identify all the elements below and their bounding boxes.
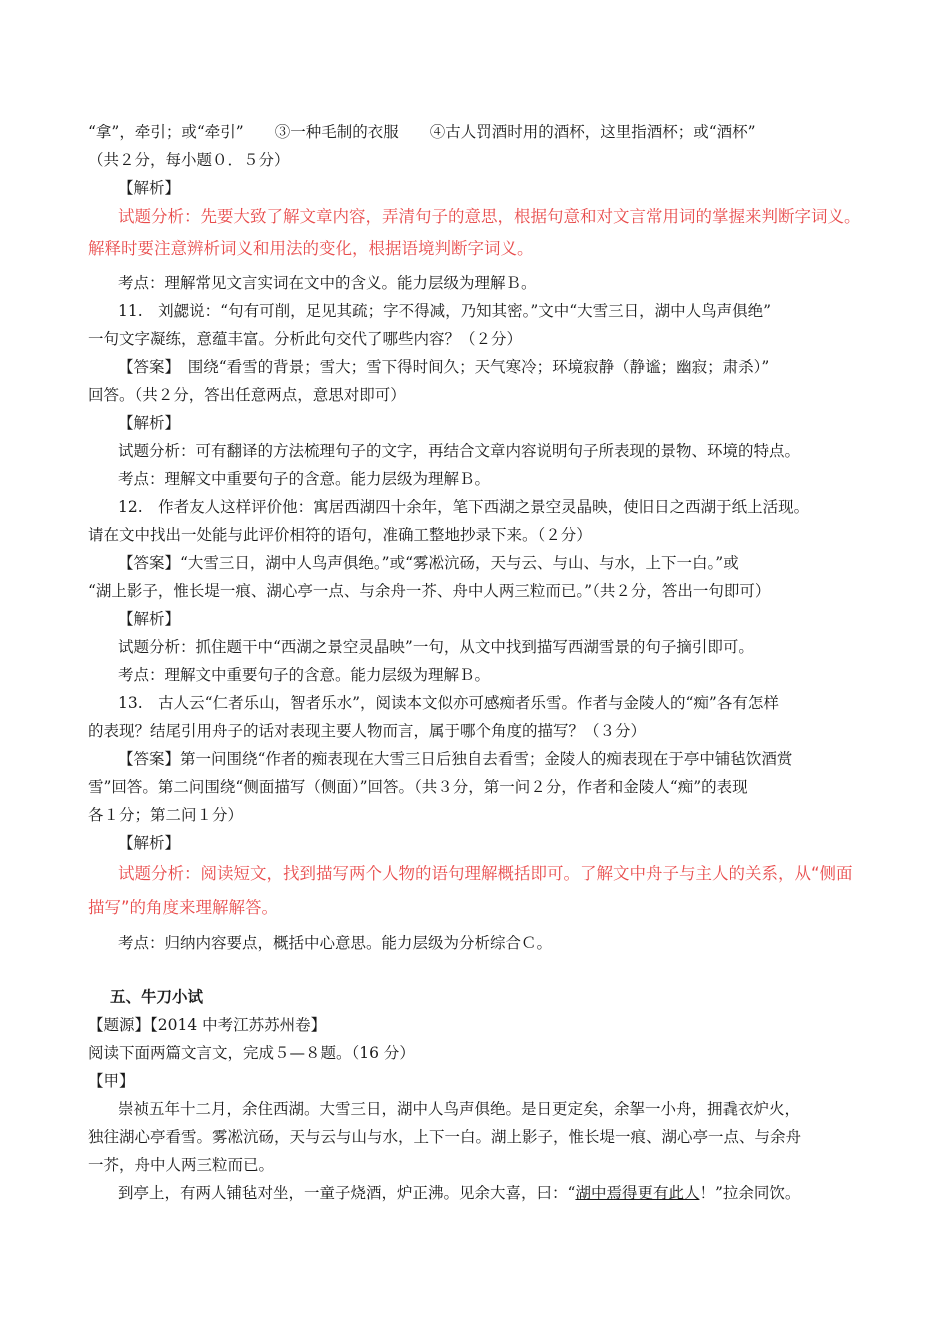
passage-line: 崇祯五年十二月，余住西湖。大雪三日，湖中人鸟声俱绝。是日更定矣，余挐一小舟，拥毳衣炉火，: [118, 1100, 801, 1118]
answer-text-line: （共２分，每小题０．５分）: [88, 151, 290, 169]
passage-line: [118, 1183, 800, 1203]
answer-line: 【答案】第一问围绕“作者的痴表现在大雪三日后独自去看雪；金陵人的痴表现在于亭中铺毡饮酒赏: [118, 750, 793, 768]
question-line: 13. 古人云“仁者乐山，智者乐水”，阅读本文似亦可感痴者乐雪。作者与金陵人的“痴”各有怎样: [118, 694, 779, 712]
analysis-red-text: 试题分析：先要大致了解文章内容，弄清句子的意思，根据句意和对文言常用词的掌握来判断字词义。: [118, 207, 861, 226]
key-point-line: 考点：理解常见文言实词在文中的含义。能力层级为理解Ｂ。: [118, 274, 537, 292]
analysis-line: 试题分析：可有翻译的方法梳理句子的文字，再结合文章内容说明句子所表现的景物、环境的特点。: [118, 442, 801, 460]
question-line: 请在文中找出一处能与此评价相符的语句，准确工整地抄录下来。（２分）: [88, 526, 592, 544]
analysis-line: 试题分析：抓住题干中“西湖之景空灵晶映”一句，从文中找到描写西湖雪景的句子摘引即可。: [118, 638, 754, 656]
answer-line: “湖上影子，惟长堤一痕、湖心亭一点、与余舟一芥、舟中人两三粒而已。”（共２分，答出一句即可）: [88, 582, 771, 600]
answer-line: 各１分；第二问１分）: [88, 806, 244, 824]
analysis-heading: 【解析】: [118, 414, 181, 432]
analysis-red-text: 描写”的角度来理解解答。: [88, 898, 279, 917]
analysis-heading: 【解析】: [118, 179, 181, 197]
question-line: 的表现？结尾引用舟子的话对表现主要人物而言，属于哪个角度的描写？（３分）: [88, 722, 647, 740]
answer-line: 回答。（共２分，答出任意两点，意思对即可）: [88, 386, 406, 404]
passage-text: 到亭上，有两人铺毡对坐，一童子烧酒，炉正沸。见余大喜，曰：“: [118, 1184, 576, 1202]
section-heading: 五、牛刀小试: [110, 988, 204, 1006]
passage-line: 独往湖心亭看雪。雾凇沆砀，天与云与山与水，上下一白。湖上影子，惟长堤一痕、湖心亭一点、与余舟: [88, 1128, 802, 1146]
question-line: 一句文字凝练，意蕴丰富。分析此句交代了哪些内容？（２分）: [88, 330, 523, 348]
key-point-line: 考点：理解文中重要句子的含意。能力层级为理解Ｂ。: [118, 666, 491, 684]
analysis-heading: 【解析】: [118, 610, 181, 628]
instruction-line: 阅读下面两篇文言文，完成５—８题。（16 分）: [88, 1044, 415, 1062]
analysis-red-text: 试题分析：阅读短文，找到描写两个人物的语句理解概括即可。了解文中舟子与主人的关系，从“侧面: [118, 864, 853, 883]
underlined-quote: 湖中焉得更有此人: [575, 1184, 700, 1202]
question-line: 12. 作者友人这样评价他：寓居西湖四十余年，笔下西湖之景空灵晶映，使旧日之西湖于纸上活现。: [118, 498, 810, 516]
passage-label: 【甲】: [88, 1072, 135, 1090]
source-line: 【题源】【2014 中考江苏苏州卷】: [88, 1016, 327, 1034]
answer-line: 【答案】 围绕“看雪的背景；雪大；雪下得时间久；天气寒冷；环境寂静（静谧；幽寂；肃杀）”: [118, 358, 770, 376]
passage-text: ！”拉余同饮。: [699, 1184, 801, 1202]
answer-line: 【答案】“大雪三日，湖中人鸟声俱绝。”或“雾凇沆砀，天与云、与山、与水，上下一白。”或: [118, 554, 739, 572]
answer-line: 雪”回答。第二问围绕“侧面描写（侧面）”回答。（共３分，第一问２分，作者和金陵人“痴”的表现: [88, 778, 748, 796]
analysis-heading: 【解析】: [118, 834, 181, 852]
question-line: 11. 刘勰说：“句有可削，足见其疏；字不得减，乃知其密。”文中“大雪三日，湖中人鸟声俱绝”: [118, 302, 772, 320]
key-point-line: 考点：归纳内容要点，概括中心意思。能力层级为分析综合Ｃ。: [118, 934, 553, 952]
key-point-line: 考点：理解文中重要句子的含意。能力层级为理解Ｂ。: [118, 470, 491, 488]
passage-line: 一芥，舟中人两三粒而已。: [88, 1156, 275, 1174]
analysis-red-text: 解释时要注意辨析词义和用法的变化，根据语境判断字词义。: [88, 239, 534, 258]
answer-text-line: “拿”，牵引；或“牵引” ③一种毛制的衣服 ④古人罚酒时用的酒杯，这里指酒杯；或“酒杯”: [88, 123, 756, 141]
